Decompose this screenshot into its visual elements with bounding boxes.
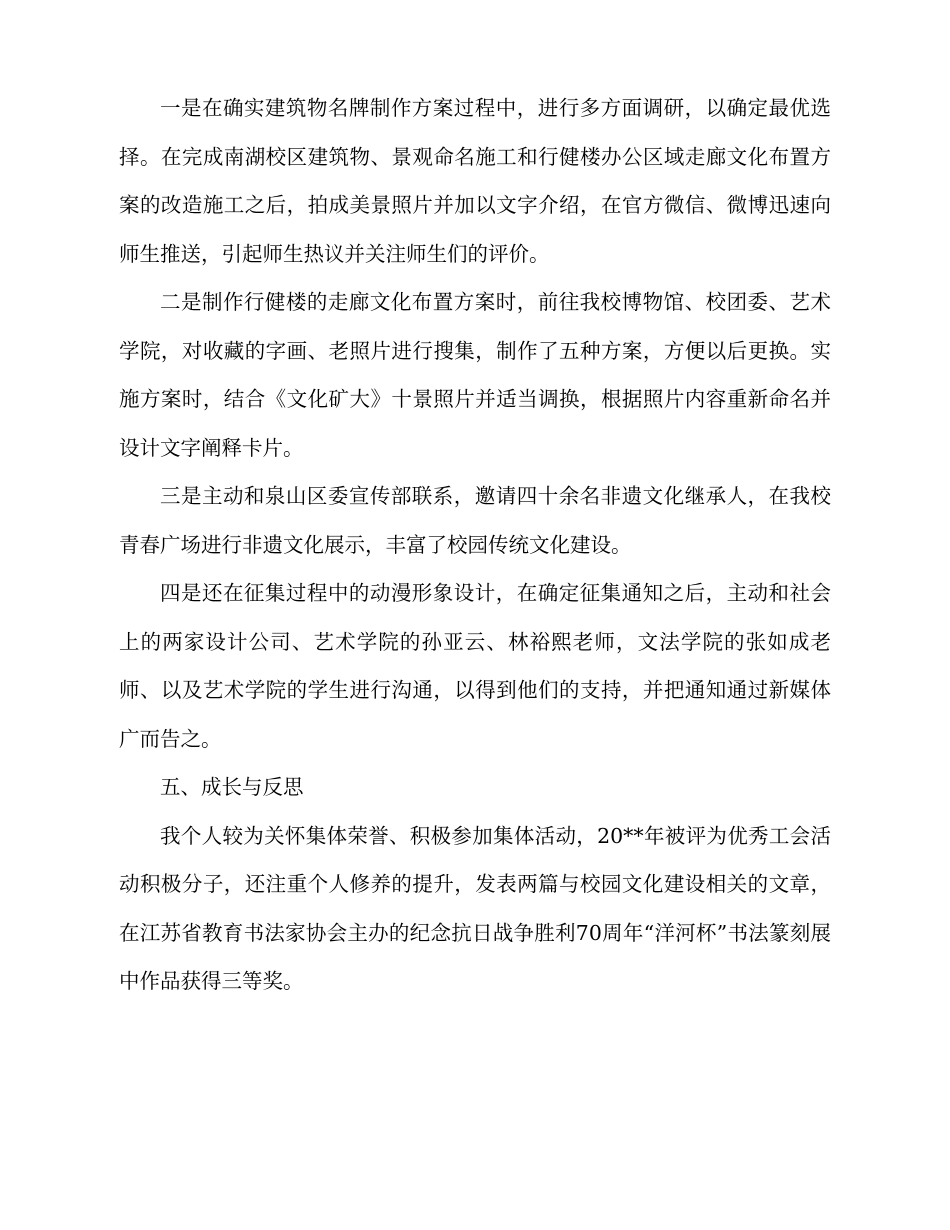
paragraph-3: 三是主动和泉山区委宣传部联系，邀请四十余名非遗文化继承人，在我校青春广场进行非遗文化展示，丰富了校园传统文化建设。: [119, 484, 831, 557]
document-body: [119, 84, 831, 1006]
section-heading: 五、成长与反思: [160, 775, 304, 799]
paragraph-1: 一是在确实建筑物名牌制作方案过程中，进行多方面调研，以确定最优选择。在完成南湖校区建筑物、景观命名施工和行健楼办公区域走廊文化布置方案的改造施工之后，拍成美景照片并加以文字介绍，在官方微信、微博迅速向师生推送，引起师生热议并关注师生们的评价。: [119, 96, 831, 266]
paragraph-2: 二是制作行健楼的走廊文化布置方案时，前往我校博物馆、校团委、艺术学院，对收藏的字画、老照片进行搜集，制作了五种方案，方便以后更换。实施方案时，结合《文化矿大》十景照片并适当调换，根据照片内容重新命名并设计文字阐释卡片。: [119, 290, 831, 460]
paragraph-5: 我个人较为关怀集体荣誉、积极参加集体活动，20**年被评为优秀工会活动积极分子，还注重个人修养的提升，发表两篇与校园文化建设相关的文章，在江苏省教育书法家协会主办的纪念抗日战争胜利70周年“洋河杯”书法篆刻展中作品获得三等奖。: [119, 823, 831, 993]
paragraph-4: 四是还在征集过程中的动漫形象设计，在确定征集通知之后，主动和社会上的两家设计公司、艺术学院的孙亚云、林裕熙老师，文法学院的张如成老师、以及艺术学院的学生进行沟通，以得到他们的支持，并把通知通过新媒体广而告之。: [119, 581, 831, 751]
